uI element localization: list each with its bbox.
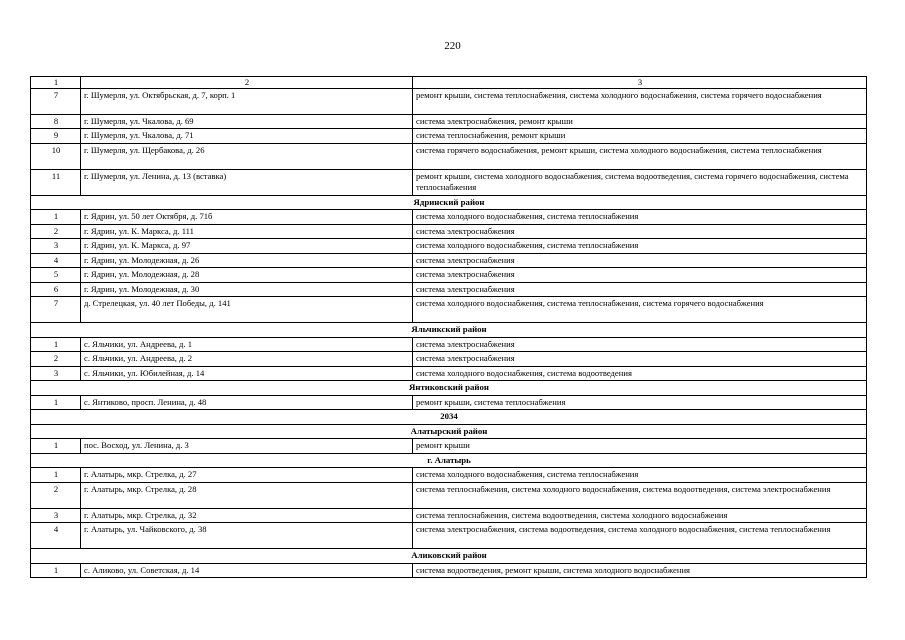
row-address: г. Алатырь, мкр. Стрелка, д. 32 [81, 508, 413, 523]
table-row [31, 523, 867, 549]
table-row [31, 268, 867, 283]
row-number: 3 [31, 366, 81, 381]
row-number: 1 [31, 395, 81, 410]
row-works: ремонт крыши, система теплоснабжения, система холодного водоснабжения, система горячего водоснабжения [413, 88, 867, 114]
row-works: ремонт крыши [413, 439, 867, 454]
row-works: система электроснабжения, система водоотведения, система холодного водоснабжения, система теплоснабжения [413, 523, 867, 549]
row-number: 7 [31, 297, 81, 323]
row-address: пос. Восход, ул. Ленина, д. 3 [81, 439, 413, 454]
table-row [31, 439, 867, 454]
section-title: Алатырский район [31, 424, 867, 439]
row-number: 3 [31, 508, 81, 523]
row-works: система холодного водоснабжения, система теплоснабжения [413, 468, 867, 483]
row-number: 1 [31, 468, 81, 483]
table-row [31, 143, 867, 169]
table-header-row [31, 77, 867, 89]
row-works: система теплоснабжения, ремонт крыши [413, 129, 867, 144]
row-number: 10 [31, 143, 81, 169]
section-header-row [31, 424, 867, 439]
section-title: г. Алатырь [31, 453, 867, 468]
section-title: 2034 [31, 410, 867, 425]
table-row [31, 482, 867, 508]
row-number: 2 [31, 482, 81, 508]
row-works: система электроснабжения [413, 282, 867, 297]
column-header-3: 3 [413, 77, 867, 89]
row-address: г. Шумерля, ул. Щербакова, д. 26 [81, 143, 413, 169]
table-row [31, 282, 867, 297]
row-address: г. Ядрин, ул. Молодежная, д. 26 [81, 253, 413, 268]
table-body [31, 77, 867, 578]
row-works: система водоотведения, ремонт крыши, система холодного водоснабжения [413, 563, 867, 578]
table-row [31, 508, 867, 523]
row-works: ремонт крыши, система теплоснабжения [413, 395, 867, 410]
row-works: система электроснабжения, ремонт крыши [413, 114, 867, 129]
row-address: г. Алатырь, мкр. Стрелка, д. 28 [81, 482, 413, 508]
table-row [31, 352, 867, 367]
section-title: Ядринский район [31, 195, 867, 210]
row-works: система электроснабжения [413, 268, 867, 283]
row-works: система горячего водоснабжения, ремонт крыши, система холодного водоснабжения, система теплоснабжения [413, 143, 867, 169]
row-number: 5 [31, 268, 81, 283]
row-works: ремонт крыши, система холодного водоснабжения, система водоотведения, система горячего водоснабжения, система теплоснабжения [413, 169, 867, 195]
row-works: система электроснабжения [413, 352, 867, 367]
page-number: 220 [444, 40, 461, 52]
section-header-row [31, 323, 867, 338]
housing-repair-table [30, 76, 867, 578]
table-row [31, 563, 867, 578]
row-number: 7 [31, 88, 81, 114]
row-number: 1 [31, 563, 81, 578]
row-address: с. Яльчики, ул. Андреева, д. 2 [81, 352, 413, 367]
section-title: Янтиковский район [31, 381, 867, 396]
row-works: система электроснабжения [413, 337, 867, 352]
row-works: система электроснабжения [413, 253, 867, 268]
section-header-row [31, 381, 867, 396]
row-number: 6 [31, 282, 81, 297]
row-number: 1 [31, 439, 81, 454]
table-row [31, 468, 867, 483]
row-number: 2 [31, 352, 81, 367]
table-row [31, 88, 867, 114]
row-works: система холодного водоснабжения, система теплоснабжения [413, 210, 867, 225]
row-address: г. Ядрин, ул. Молодежная, д. 28 [81, 268, 413, 283]
row-address: с. Янтиково, просп. Ленина, д. 48 [81, 395, 413, 410]
row-number: 2 [31, 224, 81, 239]
row-works: система теплоснабжения, система водоотведения, система холодного водоснабжения [413, 508, 867, 523]
row-address: г. Шумерля, ул. Ленина, д. 13 (вставка) [81, 169, 413, 195]
row-address: г. Ядрин, ул. 50 лет Октября, д. 71б [81, 210, 413, 225]
table-row [31, 337, 867, 352]
table-row [31, 366, 867, 381]
row-works: система теплоснабжения, система холодного водоснабжения, система водоотведения, система электроснабжения [413, 482, 867, 508]
section-title: Аликовский район [31, 549, 867, 564]
column-header-2: 2 [81, 77, 413, 89]
row-number: 1 [31, 210, 81, 225]
section-title: Яльчикский район [31, 323, 867, 338]
row-works: система холодного водоснабжения, система водоотведения [413, 366, 867, 381]
row-address: с. Яльчики, ул. Юбилейная, д. 14 [81, 366, 413, 381]
table-row [31, 297, 867, 323]
row-number: 9 [31, 129, 81, 144]
row-address: г. Ядрин, ул. К. Маркса, д. 111 [81, 224, 413, 239]
table-row [31, 224, 867, 239]
row-address: г. Шумерля, ул. Чкалова, д. 71 [81, 129, 413, 144]
section-header-row [31, 410, 867, 425]
table-row [31, 210, 867, 225]
section-header-row [31, 549, 867, 564]
row-address: д. Стрелецкая, ул. 40 лет Победы, д. 141 [81, 297, 413, 323]
row-number: 4 [31, 523, 81, 549]
row-works: система холодного водоснабжения, система теплоснабжения [413, 239, 867, 254]
row-number: 11 [31, 169, 81, 195]
table-row [31, 239, 867, 254]
row-number: 3 [31, 239, 81, 254]
row-works: система электроснабжения [413, 224, 867, 239]
row-address: с. Аликово, ул. Советская, д. 14 [81, 563, 413, 578]
table-row [31, 129, 867, 144]
row-address: г. Шумерля, ул. Октябрьская, д. 7, корп. 1 [81, 88, 413, 114]
table-row [31, 253, 867, 268]
section-header-row [31, 453, 867, 468]
row-address: г. Алатырь, ул. Чайковского, д. 38 [81, 523, 413, 549]
row-address: с. Яльчики, ул. Андреева, д. 1 [81, 337, 413, 352]
row-number: 1 [31, 337, 81, 352]
column-header-1: 1 [31, 77, 81, 89]
row-number: 8 [31, 114, 81, 129]
table-row [31, 169, 867, 195]
row-address: г. Шумерля, ул. Чкалова, д. 69 [81, 114, 413, 129]
row-number: 4 [31, 253, 81, 268]
row-address: г. Ядрин, ул. Молодежная, д. 30 [81, 282, 413, 297]
row-address: г. Алатырь, мкр. Стрелка, д. 27 [81, 468, 413, 483]
table-row [31, 114, 867, 129]
section-header-row [31, 195, 867, 210]
table-row [31, 395, 867, 410]
row-address: г. Ядрин, ул. К. Маркса, д. 97 [81, 239, 413, 254]
row-works: система холодного водоснабжения, система теплоснабжения, система горячего водоснабжения [413, 297, 867, 323]
